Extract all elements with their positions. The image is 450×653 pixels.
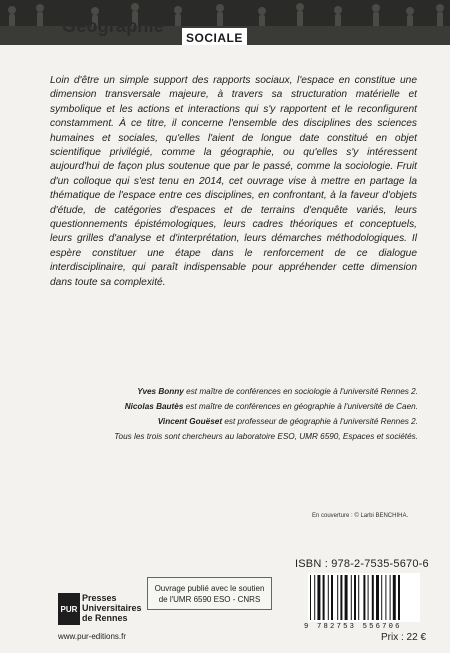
support-line: de l'UMR 6590 ESO - CNRS: [158, 595, 261, 604]
authors-lab-note: Tous les trois sont chercheurs au laboratoire ESO, UMR 6590, Espaces et sociétés.: [114, 432, 418, 441]
series-subtitle: SOCIALE: [186, 31, 243, 45]
author-name: Vincent Gouëset: [157, 417, 223, 426]
publisher-line: Universitaires: [82, 603, 142, 613]
author-name: Nicolas Bautès: [124, 402, 184, 411]
series-title: Géographie: [62, 16, 165, 36]
author-description: est professeur de géographie à l'université Rennes 2.: [222, 417, 418, 426]
author-name: Yves Bonny: [137, 387, 184, 396]
author-description: est maître de conférences en géographie à l'université de Caen.: [183, 402, 418, 411]
series-banner: [0, 0, 450, 45]
publisher-line: Presses: [82, 593, 117, 603]
barcode-image: [308, 573, 420, 622]
author-bio: [50, 384, 418, 399]
price: Prix : 22 €: [381, 632, 427, 643]
series-subtitle-box: [182, 28, 247, 45]
logo-text: PUR: [60, 605, 78, 614]
isbn: ISBN : 978-2-7535-5670-6: [295, 558, 429, 570]
publisher-website: www.pur-editions.fr: [58, 632, 127, 641]
publisher-name: [82, 593, 142, 623]
author-bios: [50, 384, 418, 444]
pur-logo-icon: [58, 593, 80, 625]
author-bio: [50, 399, 418, 414]
barcode-digits: 9 782753 556706: [304, 623, 402, 631]
author-bio: [50, 414, 418, 429]
author-description: est maître de conférences en sociologie à l'université Rennes 2.: [183, 387, 418, 396]
cover-credit: En couverture : © Larbi BENCHIHA.: [312, 513, 409, 519]
book-abstract: Loin d'être un simple support des rapports sociaux, l'espace en constitue une dimension transversale majeure, à travers sa structuration matérielle et symbolique et les actions et interactions qui s'y rapportent et le reconfigurent constamment. À ce titre, il concerne l'ensemble des disciplines des sciences humaines et sociales, qu'elles l'aient de longue date constitué en objet scientifique privilégié, comme la géographie, ou qu'elles s'y intéressent aujourd'hui de façon plus soutenue que par le passé, comme la sociologie. Fruit d'un colloque qui s'est tenu en 2014, cet ouvrage vise à mettre en partage la thématique de l'espace entre ces disciplines, en confrontant, à la faveur d'objets d'étude, de catégories d'espaces et de terrains d'enquête variés, leurs questionnements épistémologiques, leurs cadres théoriques et conceptuels, leurs grilles d'analyse et d'interprétation, leurs démarches méthodologiques. Il espère constituer une étape dans le renforcement de ce dialogue interdisciplinaire, qui paraît indispensable pour appréhender cette dimension dans toute sa complexité.: [50, 75, 417, 288]
support-notice: [147, 577, 272, 610]
support-line: Ouvrage publié avec le soutien: [154, 584, 265, 593]
publisher-line: de Rennes: [82, 613, 128, 623]
